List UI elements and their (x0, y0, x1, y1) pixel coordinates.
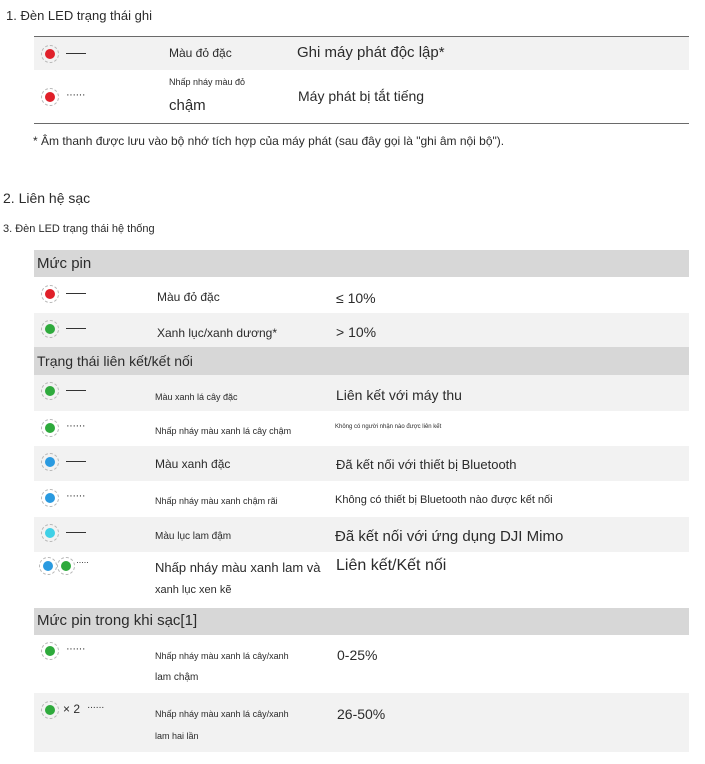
green-led-icon (45, 423, 55, 433)
led-description: Xanh lục/xanh dương* (157, 326, 277, 340)
led-meaning: Không có thiết bị Bluetooth nào được kết nối (335, 494, 553, 506)
led-meaning: ≤ 10% (336, 290, 376, 306)
led-description: Màu xanh lá cây đặc (155, 392, 238, 402)
led-meaning: Không có người nhận nào được liên kết (335, 424, 442, 430)
dotted-line-icon: ······ (66, 643, 85, 655)
blue-led-icon (43, 561, 53, 571)
green-led-icon (45, 705, 55, 715)
green-led-icon (45, 646, 55, 656)
led-meaning: Đã kết nối với thiết bị Bluetooth (336, 457, 517, 472)
link-row-1 (34, 375, 689, 411)
dotted-line-icon: ······ (87, 702, 104, 713)
dotted-line-icon: ····· (76, 557, 89, 567)
blue-led-icon (45, 493, 55, 503)
charging-row-1 (34, 635, 689, 693)
led-meaning: 0-25% (337, 647, 378, 663)
led-meaning: Đã kết nối với ứng dụng DJI Mimo (335, 528, 564, 545)
led-description-line1: Nhấp nháy màu xanh lam và (155, 560, 321, 575)
section-title-text: Mức pin trong khi sạc[1] (37, 612, 198, 629)
link-row-5 (34, 517, 689, 552)
led-description: Nhấp nháy màu xanh chậm rãi (155, 496, 278, 506)
cyan-led-icon (45, 528, 55, 538)
led-description-line2: lam chậm (155, 672, 199, 683)
section3-heading: 3. Đèn LED trạng thái hệ thống (3, 223, 155, 235)
blink-count: × 2 (63, 702, 81, 716)
led-description-line2: chậm (169, 97, 206, 114)
led-meaning: Liên kết với máy thu (336, 387, 462, 403)
link-section-title (34, 347, 689, 375)
dotted-line-icon: ······ (66, 420, 85, 432)
blue-led-icon (45, 457, 55, 467)
led-description-line2: xanh lục xen kẽ (155, 584, 232, 596)
led-meaning: Máy phát bị tắt tiếng (298, 88, 425, 104)
solid-line-icon (66, 532, 86, 533)
charging-row-2 (34, 693, 689, 752)
link-row-3 (34, 446, 689, 481)
led-description: Màu lục lam đậm (155, 531, 232, 542)
led-description: Màu xanh đặc (155, 457, 231, 471)
solid-line-icon (66, 390, 86, 391)
section-title-text: Trạng thái liên kết/kết nối (37, 353, 193, 369)
solid-line-icon (66, 461, 86, 462)
battery-section-title (34, 250, 689, 277)
dotted-line-icon: ······ (66, 490, 85, 502)
table1-bottom-border (34, 123, 689, 124)
table1-row-1 (34, 37, 689, 70)
link-row-2 (34, 411, 689, 446)
green-led-icon (45, 324, 55, 334)
led-description: Màu đỏ đặc (169, 46, 232, 60)
green-led-icon (61, 561, 71, 571)
led-meaning: Ghi máy phát độc lập* (297, 44, 445, 61)
led-meaning: 26-50% (337, 706, 386, 722)
dotted-line-icon: ······ (66, 89, 85, 101)
link-row-6 (34, 552, 689, 608)
section1-heading: 1. Đèn LED trạng thái ghi (6, 8, 152, 23)
section2-heading: 2. Liên hệ sạc (3, 190, 91, 206)
led-meaning: Liên kết/Kết nối (336, 557, 447, 574)
solid-line-icon (66, 53, 86, 54)
led-description-line1: Nhấp nháy màu đỏ (169, 77, 246, 87)
red-led-icon (45, 289, 55, 299)
solid-line-icon (66, 328, 86, 329)
green-led-icon (45, 386, 55, 396)
led-meaning: > 10% (336, 324, 377, 340)
led-description-line1: Nhấp nháy màu xanh lá cây/xanh (155, 651, 289, 661)
battery-row-2 (34, 313, 689, 347)
led-description-line1: Nhấp nháy màu xanh lá cây/xanh (155, 709, 289, 719)
led-description: Màu đỏ đặc (157, 290, 220, 304)
charging-section-title (34, 608, 689, 635)
battery-row-1 (34, 277, 689, 313)
red-led-icon (45, 49, 55, 59)
led-description: Nhấp nháy màu xanh lá cây chậm (155, 426, 292, 436)
footnote: * Âm thanh được lưu vào bộ nhớ tích hợp của máy phát (sau đây gọi là "ghi âm nội bộ"). (33, 134, 505, 148)
red-led-icon (45, 92, 55, 102)
table1-row-2 (34, 70, 689, 123)
solid-line-icon (66, 293, 86, 294)
led-description-line2: lam hai lần (155, 731, 199, 741)
section-title-text: Mức pin (37, 255, 92, 272)
link-row-4 (34, 481, 689, 517)
